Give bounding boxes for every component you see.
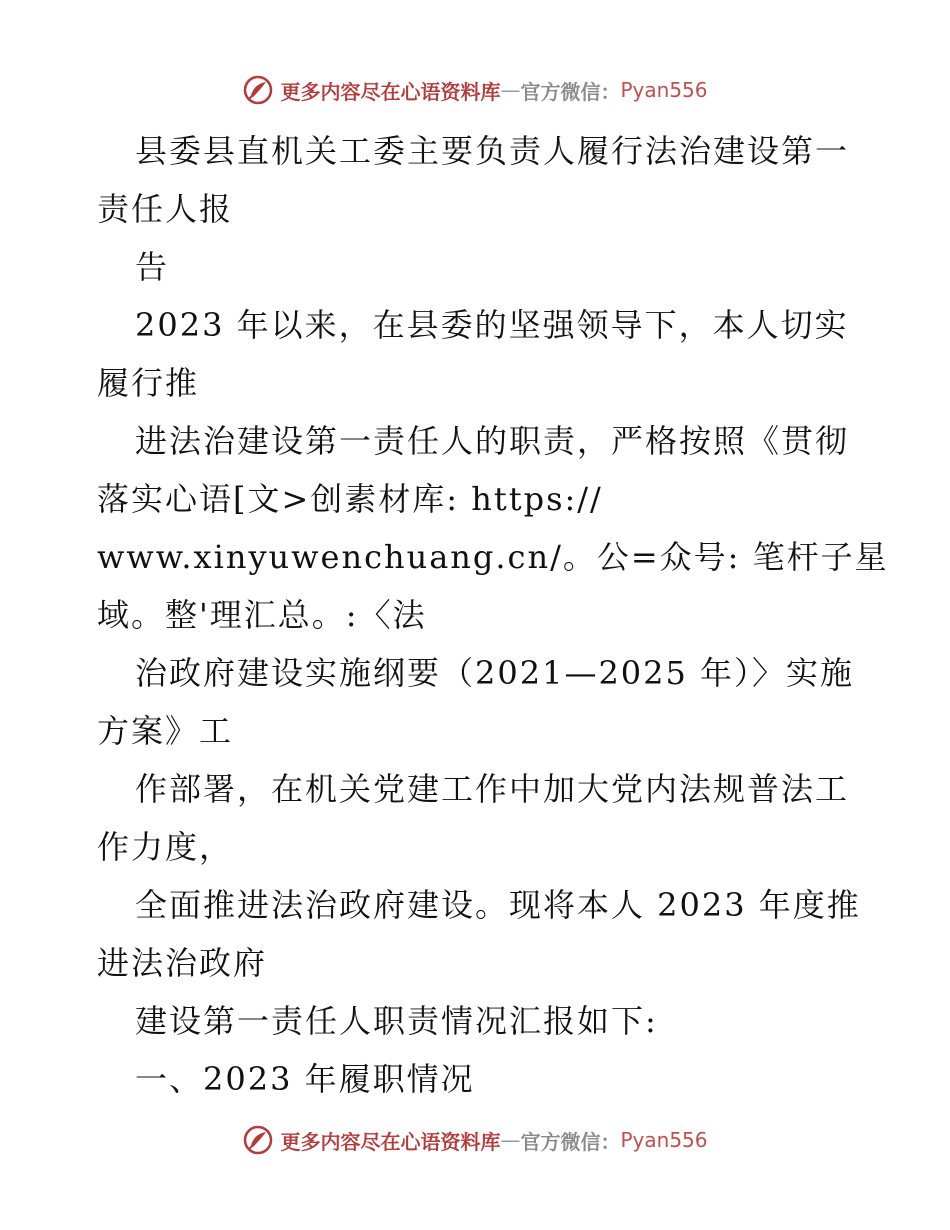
- document-line: 作部署，在机关党建工作中加大党内法规普法工: [135, 770, 850, 808]
- header-watermark-banner: [0, 70, 950, 110]
- document-line: 方案》工: [97, 712, 234, 750]
- document-line: 告: [135, 248, 170, 286]
- banner-separator: —: [500, 1128, 521, 1152]
- document-line: 县委县直机关工委主要负责人履行法治建设第一: [135, 132, 850, 170]
- document-line: 一、2023 年履职情况: [135, 1060, 475, 1098]
- banner-brand-text: 更多内容尽在心语资料库: [280, 1129, 501, 1154]
- document-line: 落实心语[文>创素材库: https://: [97, 480, 603, 518]
- document-body: [97, 122, 889, 1108]
- document-line: 全面推进法治政府建设。现将本人 2023 年度推: [135, 886, 861, 924]
- document-line: 进法治政府: [97, 944, 268, 982]
- brand-logo-icon: [242, 74, 274, 106]
- document-line: 治政府建设实施纲要（2021—2025 年）〉实施: [135, 654, 855, 692]
- banner-wechat-id: Pyan556: [620, 78, 708, 102]
- document-line: 域。整'理汇总。:〈法: [97, 596, 427, 634]
- document-line: 责任人报: [97, 190, 234, 228]
- banner-brand-text: 更多内容尽在心语资料库: [280, 79, 501, 104]
- document-line: 进法治建设第一责任人的职责，严格按照《贯彻: [135, 422, 850, 460]
- document-line: 建设第一责任人职责情况汇报如下:: [135, 1002, 658, 1040]
- banner-wechat-id: Pyan556: [620, 1128, 708, 1152]
- brand-logo-icon: [242, 1124, 274, 1156]
- banner-wechat-label: 官方微信：: [520, 79, 621, 104]
- document-line: 履行推: [97, 364, 200, 402]
- document-line: www.xinyuwenchuang.cn/。公=众号: 笔杆子星: [97, 538, 889, 576]
- document-line: 2023 年以来，在县委的坚强领导下，本人切实: [135, 306, 849, 344]
- banner-separator: —: [500, 78, 521, 102]
- footer-watermark-banner: [0, 1120, 950, 1160]
- document-line: 作力度，: [97, 828, 234, 866]
- banner-wechat-label: 官方微信：: [520, 1129, 621, 1154]
